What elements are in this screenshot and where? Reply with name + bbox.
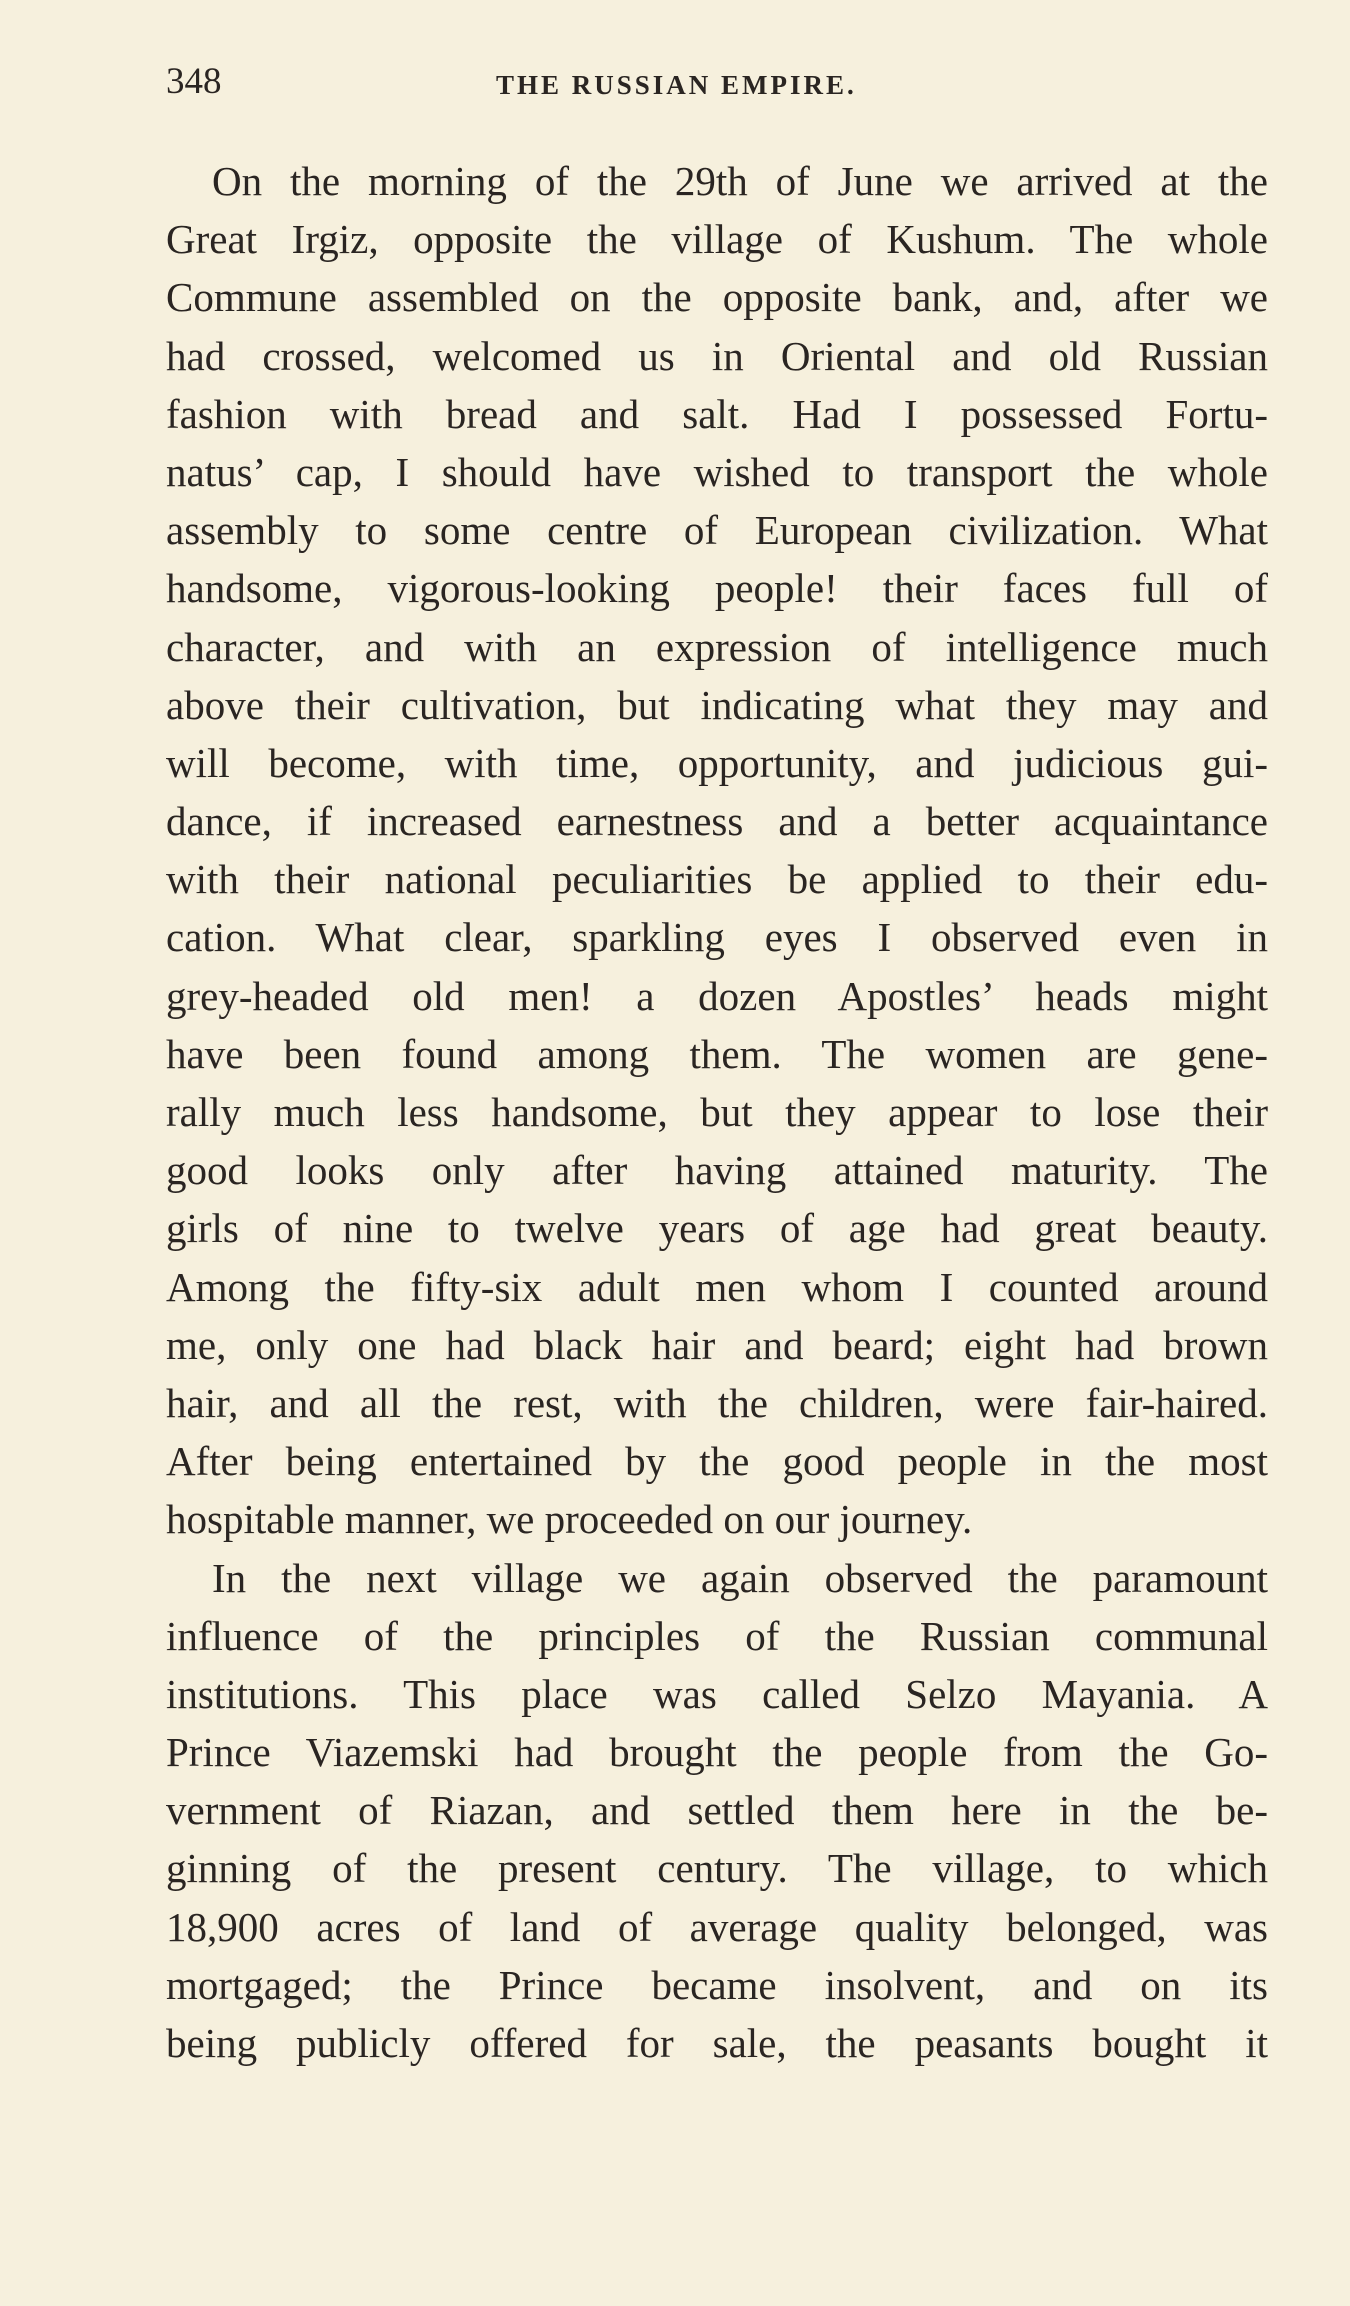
text-line: natus’ cap, I should have wished to transport the whole [166,448,1268,495]
text-line: above their cultivation, but indicating what they may and [166,681,1268,728]
text-line: mortgaged; the Prince became insolvent, and on its [166,1961,1268,2008]
text-line: Among the fifty-six adult men whom I counted around [166,1263,1268,1310]
text-line: cation. What clear, sparkling eyes I observed even in [166,914,1268,961]
paragraph-2 [166,1549,1268,2073]
text-line: good looks only after having attained maturity. The [166,1147,1268,1194]
text-line: ginning of the present century. The village, to which [166,1845,1268,1892]
text-line: with their national peculiarities be applied to their edu- [166,856,1268,903]
text-line: will become, with time, opportunity, and judicious gui- [166,739,1268,786]
text-line: fashion with bread and salt. Had I possessed Fortu- [166,390,1268,437]
text-line: Great Irgiz, opposite the village of Kushum. The whole [166,216,1268,263]
text-line: hair, and all the rest, with the children, were fair-haired. [166,1379,1268,1426]
text-line: rally much less handsome, but they appear to lose their [166,1089,1268,1135]
text-line: On the morning of the 29th of June we arrived at the [212,158,1268,204]
text-line: dance, if increased earnestness and a better acquaintance [166,798,1268,845]
text-line: Commune assembled on the opposite bank, and, after we [166,274,1268,321]
text-line: hospitable manner, we proceeded on our journey. [166,1496,973,1543]
running-title: THE RUSSIAN EMPIRE. [496,70,857,100]
text-line: girls of nine to twelve years of age had great beauty. [166,1205,1268,1252]
text-line: influence of the principles of the Russian communal [166,1612,1268,1659]
text-line: 18,900 acres of land of average quality belonged, was [166,1903,1268,1950]
text-line: assembly to some centre of European civilization. What [166,507,1268,554]
text-line: handsome, vigorous-looking people! their faces full of [166,565,1268,612]
text-line: character, and with an expression of intelligence much [166,623,1268,670]
page-header [166,58,1268,118]
text-line: Prince Viazemski had brought the people from the Go- [166,1729,1268,1776]
body-text [166,152,1268,2072]
text-line: had crossed, welcomed us in Oriental and old Russian [166,332,1268,379]
text-line: me, only one had black hair and beard; eight had brown [166,1321,1268,1368]
text-line: vernment of Riazan, and settled them here in the be- [166,1787,1268,1834]
text-line: In the next village we again observed the paramount [212,1554,1268,1601]
text-line: being publicly offered for sale, the peasants bought it [166,2020,1268,2066]
text-line: After being entertained by the good people in the most [166,1438,1268,1485]
text-line: institutions. This place was called Selzo Mayania. A [166,1670,1268,1717]
paragraph-1 [166,152,1268,1549]
page-number: 348 [166,61,222,102]
text-line: grey-headed old men! a dozen Apostles’ heads might [166,972,1268,1019]
text-line: have been found among them. The women are gene- [166,1030,1268,1077]
